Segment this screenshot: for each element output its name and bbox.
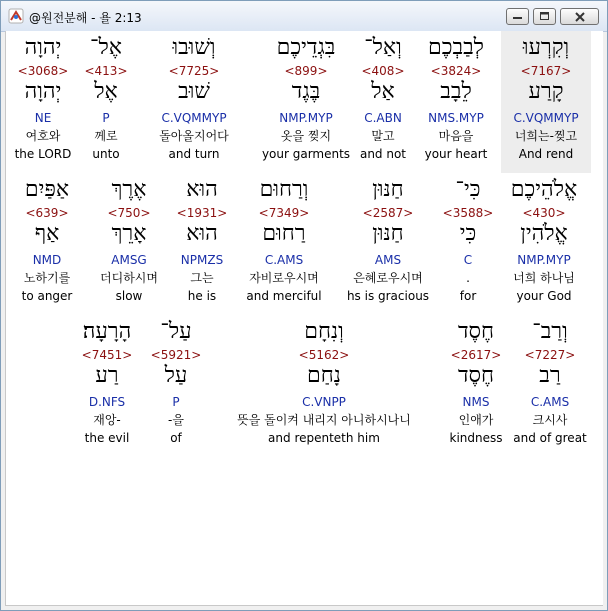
verse-row xyxy=(6,31,603,173)
morphology-code: C.ABN xyxy=(364,111,402,125)
verse-row xyxy=(6,173,603,315)
lexical-form: רַחוּם xyxy=(262,221,306,246)
lexical-form: רַב xyxy=(539,363,561,388)
minimize-button[interactable] xyxy=(506,8,529,25)
korean-gloss: 너희 하나님 xyxy=(513,271,575,285)
lexical-form: שׁוּב xyxy=(178,79,210,104)
english-gloss: to anger xyxy=(21,289,73,303)
lexical-form: כִּי xyxy=(459,221,477,246)
strong-number[interactable]: <2587> xyxy=(362,206,414,220)
word-cell[interactable] xyxy=(444,315,508,457)
lexical-form: הוּא xyxy=(186,221,218,246)
lexical-form: קָרַע xyxy=(528,79,564,104)
english-gloss: for xyxy=(459,289,477,303)
morphology-code: NE xyxy=(34,111,52,125)
english-gloss: hs is gracious xyxy=(346,289,430,303)
maximize-icon xyxy=(540,12,550,21)
lexical-form: בֶּגֶד xyxy=(291,79,321,104)
korean-gloss: 옷을 찢지 xyxy=(280,129,332,143)
word-cell[interactable] xyxy=(500,173,588,315)
korean-gloss: -을 xyxy=(168,413,184,427)
app-logo-icon xyxy=(8,8,24,24)
strong-number[interactable]: <1931> xyxy=(176,206,228,220)
maximize-button[interactable] xyxy=(533,8,556,25)
strong-number[interactable]: <7349> xyxy=(258,206,310,220)
english-gloss: your God xyxy=(516,289,572,303)
morphology-code: D.NFS xyxy=(88,395,126,409)
morphology-code: C.VQMMYP xyxy=(513,111,579,125)
lexical-form: אַל xyxy=(371,79,395,104)
morphology-code: C.AMS xyxy=(264,253,304,267)
morphology-code: NMS xyxy=(462,395,490,409)
minimize-icon xyxy=(513,14,523,20)
morphology-code: NMP.MYP xyxy=(517,253,571,267)
korean-gloss: 노하기를 xyxy=(23,271,71,285)
strong-number[interactable]: <430> xyxy=(522,206,566,220)
korean-gloss: 은혜로우시며 xyxy=(353,271,423,285)
word-cell[interactable] xyxy=(439,173,497,315)
word-cell[interactable] xyxy=(174,173,230,315)
hebrew-word: אֱלֹהֵיכֶם xyxy=(510,177,578,202)
word-cell[interactable] xyxy=(148,315,204,457)
strong-number[interactable]: <5162> xyxy=(298,348,350,362)
english-gloss: the LORD xyxy=(14,147,72,161)
korean-gloss: 뜻을 돌이켜 내리지 아니하시나니 xyxy=(237,413,411,427)
word-cell[interactable] xyxy=(342,173,434,315)
hebrew-word: לְבַבְכֶם xyxy=(428,35,484,60)
word-cell[interactable] xyxy=(10,31,76,173)
lexical-form: רַע xyxy=(95,363,119,388)
strong-number[interactable]: <639> xyxy=(25,206,69,220)
korean-gloss: 여호와 xyxy=(25,129,61,143)
korean-gloss: 마음을 xyxy=(438,129,474,143)
korean-gloss: 돌아올지어다 xyxy=(159,129,229,143)
english-gloss: and not xyxy=(359,147,407,161)
hebrew-word: הוּא xyxy=(186,177,218,202)
english-gloss: of xyxy=(170,431,182,445)
english-gloss: your garments xyxy=(261,147,351,161)
english-gloss: he is xyxy=(187,289,217,303)
hebrew-word: יְהוָה xyxy=(24,35,62,60)
word-cell[interactable] xyxy=(80,31,132,173)
lexical-form: לֵבָב xyxy=(440,79,472,104)
strong-number[interactable]: <413> xyxy=(84,64,128,78)
hebrew-word: אֶרֶךְ xyxy=(111,177,147,202)
korean-gloss: 말고 xyxy=(371,129,395,143)
window-title: @원전분해 - 욜 2:13 xyxy=(29,11,142,25)
lexical-form: חֶסֶד xyxy=(457,363,495,388)
strong-number[interactable]: <2617> xyxy=(450,348,502,362)
english-gloss: and merciful xyxy=(246,289,322,303)
english-gloss: the evil xyxy=(84,431,130,445)
hebrew-word: כִּי־ xyxy=(455,177,481,202)
morphology-code: NPMZS xyxy=(180,253,224,267)
english-gloss: kindness xyxy=(449,431,503,445)
strong-number[interactable]: <408> xyxy=(361,64,405,78)
lexical-form: נָחַם xyxy=(307,363,341,388)
morphology-code: AMSG xyxy=(111,253,147,267)
english-gloss: and turn xyxy=(168,147,220,161)
close-button[interactable] xyxy=(560,8,599,25)
word-cell[interactable] xyxy=(508,315,592,457)
hebrew-word: וְנִחָם xyxy=(304,319,344,344)
hebrew-word: וְרַב־ xyxy=(532,319,568,344)
strong-number[interactable]: <5921> xyxy=(150,348,202,362)
hebrew-word: אֶל־ xyxy=(90,35,122,60)
verse-row xyxy=(6,315,603,457)
lexical-form: אֱלֹהִין xyxy=(520,221,568,246)
word-cell[interactable] xyxy=(353,31,413,173)
lexical-form: חַנּוּן xyxy=(372,221,404,246)
morphology-code: C.VNPP xyxy=(302,395,346,409)
morphology-code: AMS xyxy=(374,253,402,267)
word-cell[interactable] xyxy=(501,31,591,173)
english-gloss: your heart xyxy=(424,147,488,161)
morphology-code: P xyxy=(172,395,180,409)
word-cell[interactable] xyxy=(208,315,440,457)
strong-number[interactable]: <7451> xyxy=(81,348,133,362)
lexical-form: יְהוָה xyxy=(24,79,62,104)
korean-gloss: . xyxy=(466,271,470,285)
hebrew-word: אַפַּיִם xyxy=(24,177,70,202)
morphology-code: NMD xyxy=(32,253,62,267)
word-cell[interactable] xyxy=(236,173,332,315)
korean-gloss: 그는 xyxy=(190,271,214,285)
strong-number[interactable]: <7227> xyxy=(524,348,576,362)
english-gloss: and repenteth him xyxy=(268,431,380,445)
word-cell[interactable] xyxy=(144,31,244,173)
korean-gloss: 너희는-찢고 xyxy=(514,129,578,143)
korean-gloss: 재앙- xyxy=(93,413,121,427)
hebrew-word: חֶסֶד xyxy=(457,319,495,344)
hebrew-word: חַנּוּן xyxy=(372,177,404,202)
lexical-form: עַל xyxy=(164,363,188,388)
morphology-code: P xyxy=(102,111,110,125)
english-gloss: and of great xyxy=(513,431,587,445)
lexical-form: אֶל xyxy=(94,79,118,104)
strong-number[interactable]: <3588> xyxy=(442,206,494,220)
lexical-form: אַף xyxy=(34,221,60,246)
hebrew-word: עַל־ xyxy=(160,319,192,344)
title-bar[interactable] xyxy=(1,1,607,32)
strong-number[interactable]: <7167> xyxy=(520,64,572,78)
strong-number[interactable]: <750> xyxy=(107,206,151,220)
interlinear-panel xyxy=(5,31,603,606)
hebrew-word: בִּגְדֵיכֶם xyxy=(276,35,336,60)
korean-gloss: 자비로우시며 xyxy=(249,271,319,285)
strong-number[interactable]: <7725> xyxy=(168,64,220,78)
close-icon xyxy=(575,12,585,22)
hebrew-word: הָרָעָה׃ xyxy=(82,319,132,344)
hebrew-word: וְקִרְעוּ xyxy=(522,35,570,60)
word-cell[interactable] xyxy=(96,173,162,315)
strong-number[interactable]: <3824> xyxy=(430,64,482,78)
english-gloss: And rend xyxy=(518,147,574,161)
morphology-code: C.AMS xyxy=(530,395,570,409)
korean-gloss: 더디하시며 xyxy=(100,271,158,285)
morphology-code: C.VQMMYP xyxy=(161,111,227,125)
hebrew-word: וְאַל־ xyxy=(364,35,402,60)
strong-number[interactable]: <899> xyxy=(284,64,328,78)
strong-number[interactable]: <3068> xyxy=(17,64,69,78)
word-cell[interactable] xyxy=(260,31,352,173)
english-gloss: slow xyxy=(115,289,143,303)
word-cell[interactable] xyxy=(12,173,82,315)
korean-gloss: 께로 xyxy=(94,129,118,143)
lexical-form: אָרֵךְ xyxy=(111,221,147,246)
korean-gloss: 크시사 xyxy=(532,413,568,427)
word-cell[interactable] xyxy=(70,315,144,457)
morphology-code: NMS.MYP xyxy=(428,111,484,125)
english-gloss: unto xyxy=(92,147,120,161)
hebrew-word: וְשׁוּבוּ xyxy=(172,35,216,60)
morphology-code: C xyxy=(463,253,473,267)
korean-gloss: 인애가 xyxy=(458,413,494,427)
morphology-code: NMP.MYP xyxy=(279,111,333,125)
hebrew-word: וְרַחוּם xyxy=(259,177,309,202)
word-cell[interactable] xyxy=(413,31,499,173)
